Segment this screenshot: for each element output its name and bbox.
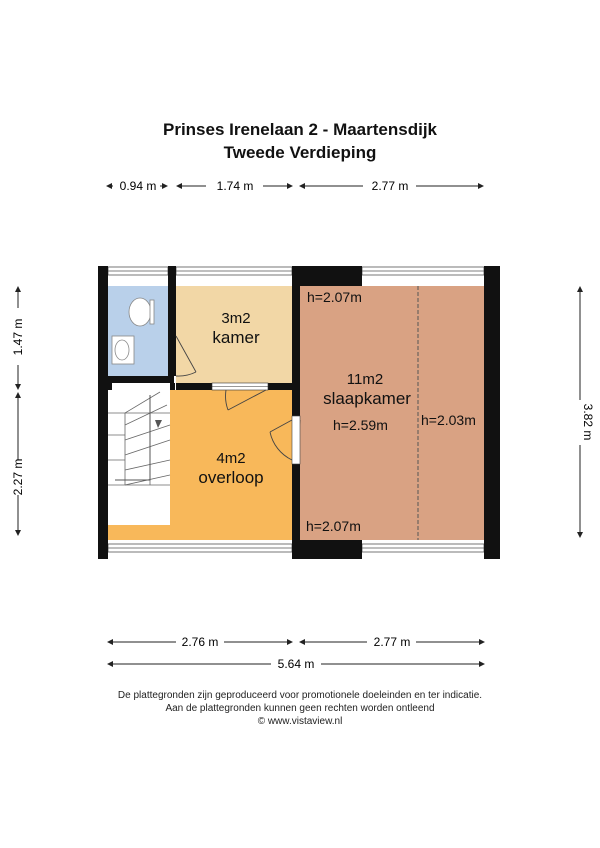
- slaapkamer-name: slaapkamer: [323, 389, 411, 408]
- disclaimer-line-1: De plattegronden zijn geproduceerd voor promotionele doeleinden en ter indicatie.: [117, 690, 483, 701]
- kamer-name: kamer: [212, 328, 260, 347]
- kamer-area: 3m2: [221, 310, 251, 327]
- height-bottom-left: h=2.07m: [306, 518, 361, 534]
- dim-top-3: 2.77 m: [371, 179, 409, 193]
- dim-left-1: 1.47 m: [11, 318, 25, 356]
- plan-title: Prinses Irenelaan 2 - Maartensdijk: [162, 120, 437, 139]
- staircase: [108, 390, 170, 525]
- dim-bottom-1: 2.76 m: [181, 635, 219, 649]
- dim-top-1: 0.94 m: [119, 179, 157, 193]
- height-top-left: h=2.07m: [307, 289, 362, 305]
- dim-left-2: 2.27 m: [11, 458, 25, 496]
- toilet-icon: [129, 298, 154, 326]
- height-center: h=2.59m: [333, 417, 388, 433]
- disclaimer-line-2: Aan de plattegronden kunnen geen rechten worden ontleend: [165, 703, 435, 714]
- dim-top-2: 1.74 m: [216, 179, 254, 193]
- overloop-area: 4m2: [216, 450, 246, 467]
- floor-subtitle: Tweede Verdieping: [223, 143, 377, 162]
- height-right: h=2.03m: [421, 412, 476, 428]
- overloop-strip: [108, 525, 170, 540]
- dim-total: 5.64 m: [277, 657, 315, 671]
- sink-icon: [112, 336, 134, 364]
- slaapkamer-area: 11m2: [346, 371, 384, 388]
- copyright: © www.vistaview.nl: [257, 716, 343, 727]
- dim-bottom-2: 2.77 m: [373, 635, 411, 649]
- dim-right: 3.82 m: [581, 403, 595, 441]
- overloop-name: overloop: [198, 468, 264, 487]
